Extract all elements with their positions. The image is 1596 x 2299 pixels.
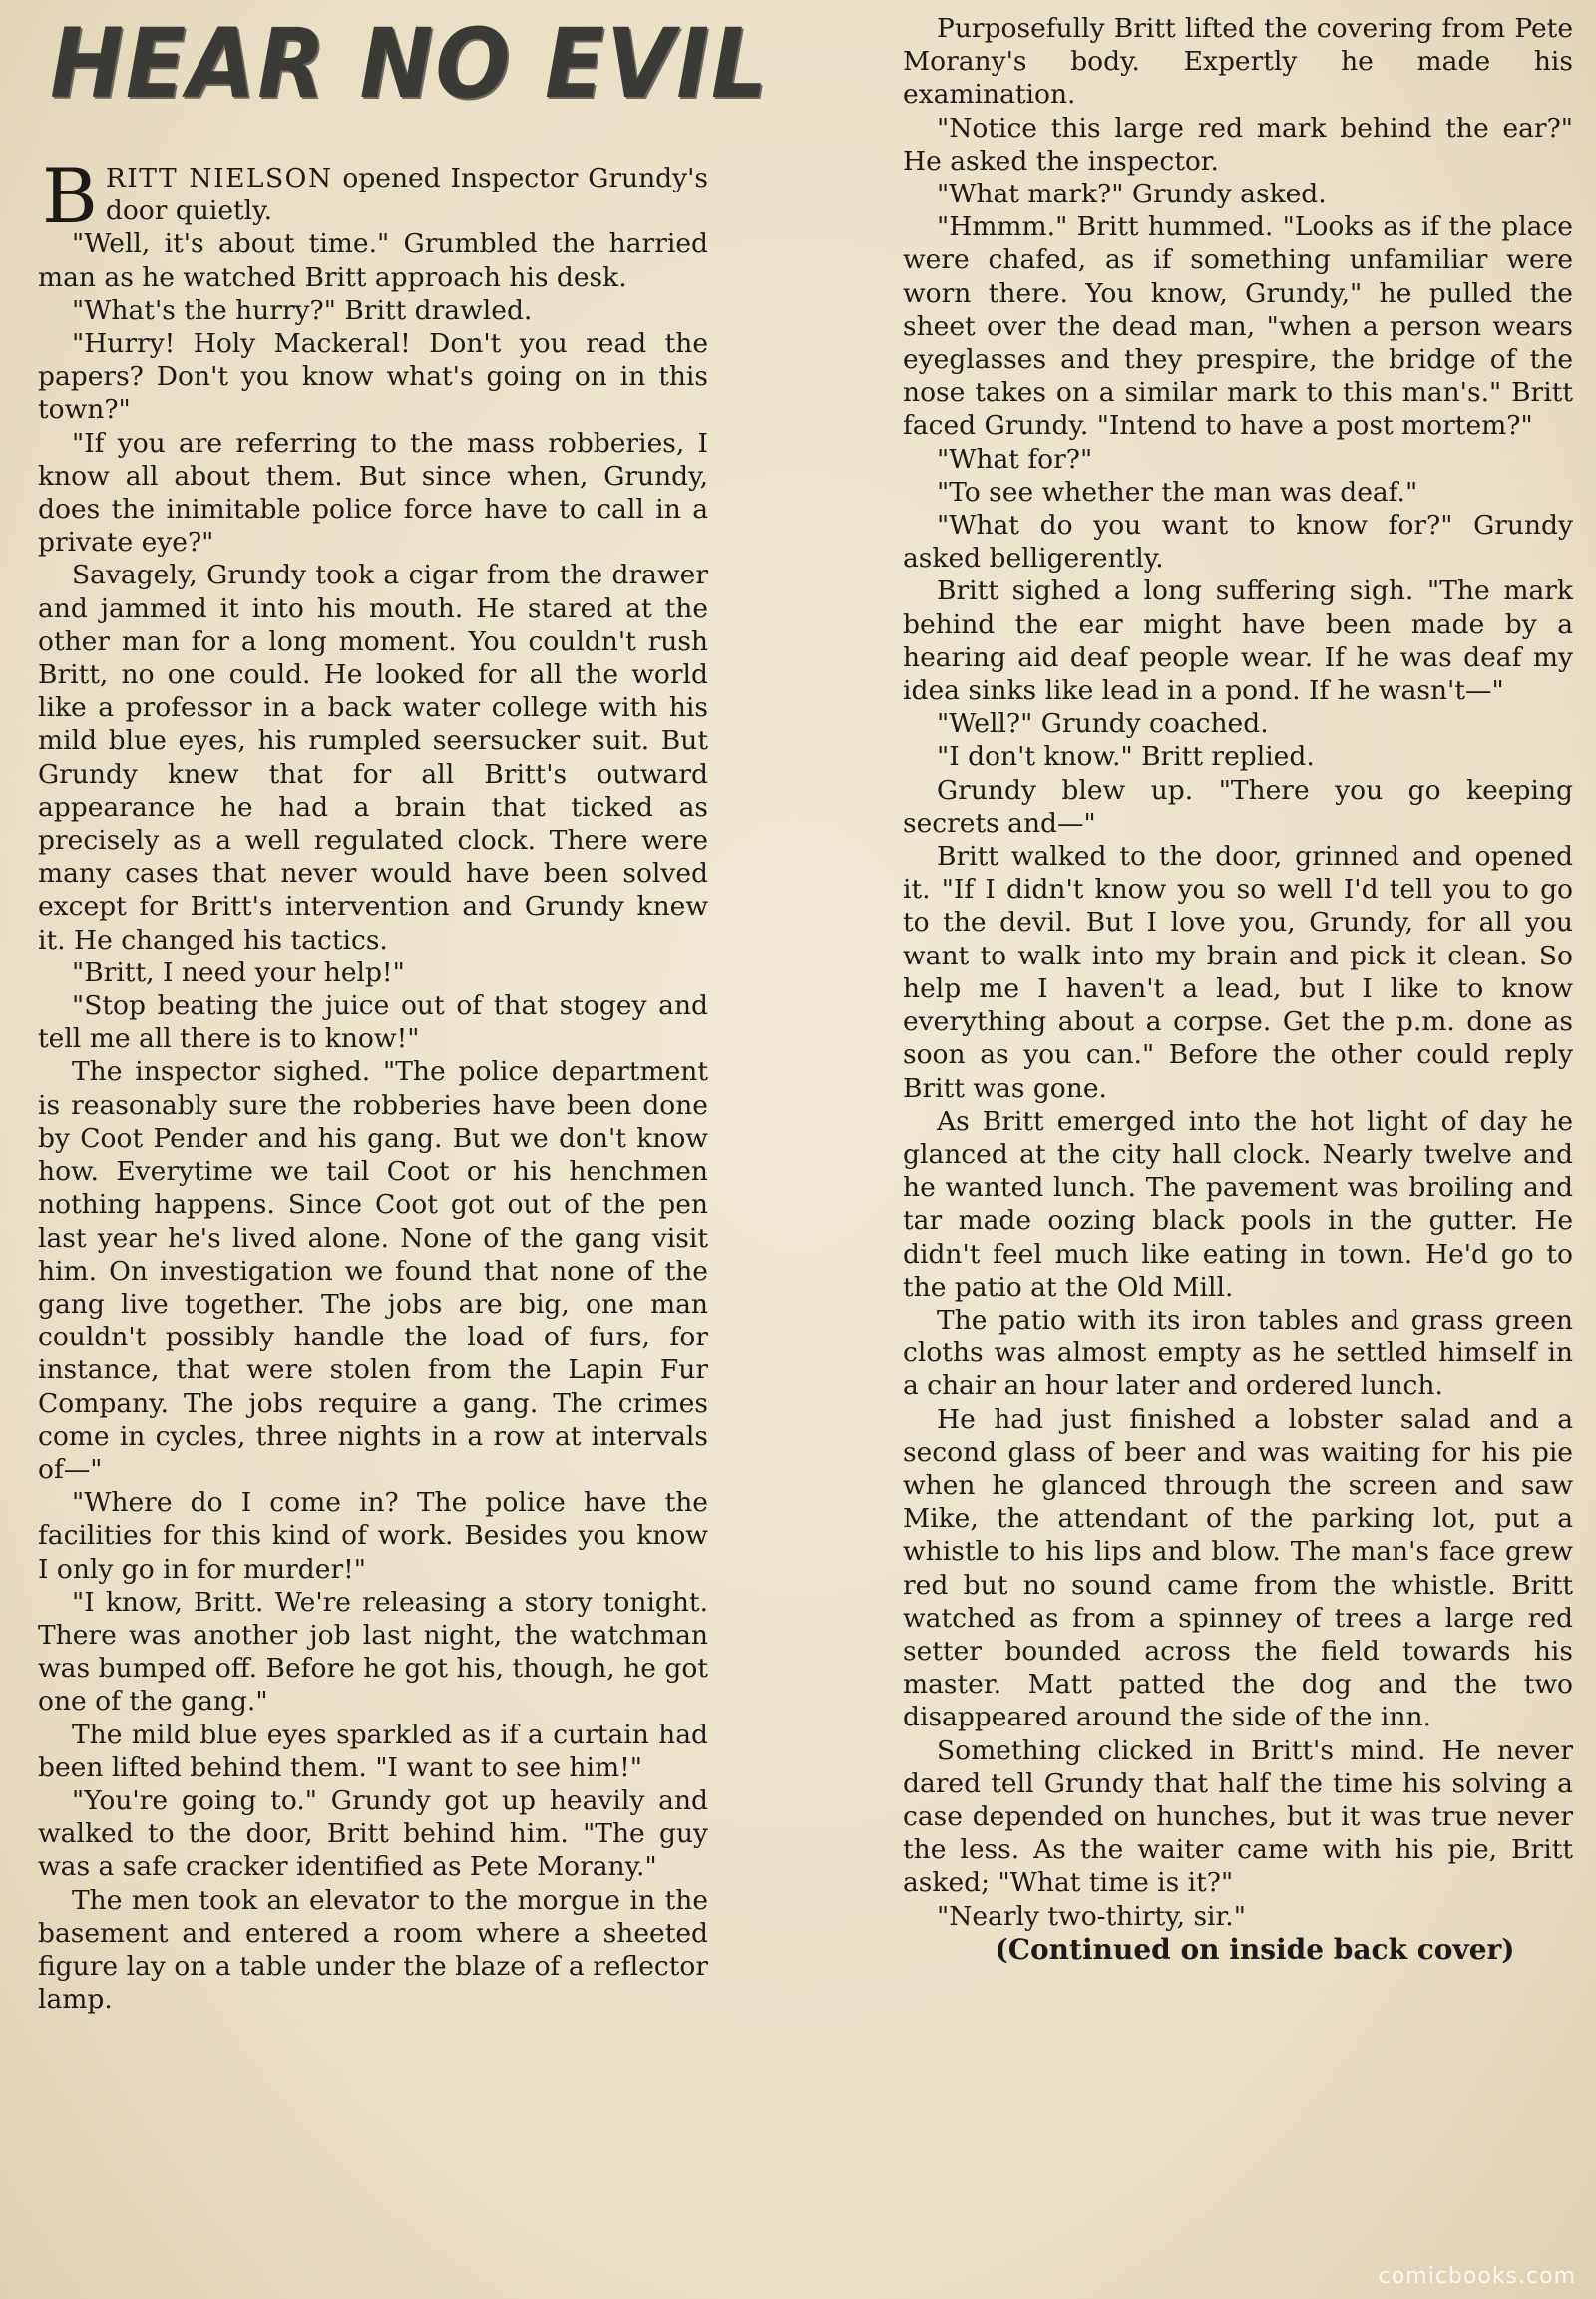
paragraph: The mild blue eyes sparkled as if a curtain had been lifted behind them. "I want to see him!" (38, 1719, 708, 1783)
paragraph: "I know, Britt. We're releasing a story tonight. There was another job last night, the watchman was bumped off. Before he got his, though, he got one of the gang." (38, 1586, 708, 1718)
paragraph: As Britt emerged into the hot light of day he glanced at the city hall clock. Nearly twelve and he wanted lunch. The pavement was broiling and tar made oozing black pools in the gutter. He didn't feel much like eating in town. He'd go to the patio at the Old Mill. (903, 1105, 1573, 1303)
paragraph: The men took an elevator to the morgue in the basement and entered a room where a sheeted figure lay on a table under the blaze of a reflector lamp. (38, 1884, 708, 2016)
paragraph: Britt sighed a long suffering sigh. "The mark behind the ear might have been made by a hearing aid deaf people wear. If he was deaf my idea sinks like lead in a pond. If he wasn't—" (903, 575, 1573, 707)
right-column (903, 12, 1573, 1966)
paragraph: "To see whether the man was deaf." (937, 476, 1418, 508)
paragraph: Britt walked to the door, grinned and opened it. "If I didn't know you so well I'd tell you to go to the devil. But I love you, Grundy, for all you want to walk into my brain and pick it clean. So help me I haven't a lead, but I like to know everything about a corpse. Get the p.m. done as soon as you can." Before the other could reply Britt was gone. (903, 841, 1573, 1104)
paragraph: "What's the hurry?" Britt drawled. (72, 294, 533, 326)
paragraph: "Nearly two-thirty, sir." (937, 1900, 1246, 1932)
paragraph: "Hurry! Holy Mackeral! Don't you read the papers? Don't you know what's going on in this town?" (38, 328, 708, 426)
opening-text: opened Inspector Grundy's door quietly. (105, 163, 708, 227)
paragraph: He had just finished a lobster salad and a second glass of beer and was waiting for his pie when he glanced through the screen and saw Mike, the attendant of the parking lot, put a whistle to his lips and blow. The man's face grew red but no sound came from the whistle. Britt watched as from a spinney of trees a large red setter bounded across the field towards his master. Matt patted the dog and the two disappeared around the side of the inn. (903, 1403, 1573, 1733)
continued-note: (Continued on inside back cover) (995, 1932, 1515, 1966)
paragraph: "Stop beating the juice out of that stogey and tell me all there is to know!" (38, 990, 708, 1055)
drop-cap: B (42, 152, 98, 240)
paragraph: "Well?" Grundy coached. (937, 708, 1269, 740)
paragraph: "I don't know." Britt replied. (937, 741, 1315, 773)
paragraph: "Hmmm." Britt hummed. "Looks as if the place were chafed, as if something unfamiliar were worn there. You know, Grundy," he pulled the sheet over the dead man, "when a person wears eyeglasses and they prespire, the bridge of the nose takes on a similar mark to this man's." Britt faced Grundy. "Intend to have a post mortem?" (903, 211, 1573, 442)
paragraph: "Notice this large red mark behind the ear?" He asked the inspector. (903, 112, 1573, 177)
paragraph: "What mark?" Grundy asked. (937, 179, 1327, 210)
opening-paragraph (38, 152, 708, 240)
paragraph: "If you are referring to the mass robberies, I know all about them. But since when, Grundy, does the inimitable police force have to call in a private eye?" (38, 427, 708, 559)
paragraph: "What do you want to know for?" Grundy asked belligerently. (903, 510, 1573, 575)
paragraph: The inspector sighed. "The police department is reasonably sure the robberies have been done by Coot Pender and his gang. But we don't know how. Everytime we tail Coot or his henchmen nothing happens. Since Coot got out of the pen last year he's lived alone. None of the gang visit him. On investigation we found that none of the gang live together. The jobs are big, one man couldn't possibly handle the load of furs, for instance, that were stolen from the Lapin Fur Company. The jobs require a gang. The crimes come in cycles, three nights in a row at intervals of—" (38, 1056, 708, 1485)
paragraph: "What for?" (937, 443, 1093, 475)
paragraph: Something clicked in Britt's mind. He never dared tell Grundy that half the time his solving a case depended on hunches, but it was true never the less. As the waiter came with his pie, Britt asked; "What time is it?" (903, 1734, 1573, 1899)
paragraph: "Well, it's about time." Grumbled the harried man as he watched Britt approach his desk. (38, 228, 708, 293)
paragraph: The patio with its iron tables and grass green cloths was almost empty as he settled himself in a chair an hour later and ordered lunch. (903, 1304, 1573, 1402)
story-title: HEAR NO EVIL (50, 8, 770, 120)
paragraph: Grundy blew up. "There you go keeping secrets and—" (903, 774, 1573, 839)
paragraph: "Britt, I need your help!" (72, 957, 405, 988)
source-watermark: comicbooks.com (1378, 2264, 1576, 2289)
opening-caps: RITT NIELSON (105, 163, 333, 193)
paragraph: "Where do I come in? The police have the facilities for this kind of work. Besides you know I only go in for murder!" (38, 1487, 708, 1585)
paragraph: Purposefully Britt lifted the covering from Pete Morany's body. Expertly he made his examination. (903, 13, 1573, 111)
left-column (38, 0, 770, 2016)
paragraph: "You're going to." Grundy got up heavily and walked to the door, Britt behind him. "The guy was a safe cracker identified as Pete Morany." (38, 1784, 708, 1883)
paragraph: Savagely, Grundy took a cigar from the drawer and jammed it into his mouth. He stared at the other man for a long moment. You couldn't rush Britt, no one could. He looked for all the world like a professor in a back water college with his mild blue eyes, his rumpled seersucker suit. But Grundy knew that for all Britt's outward appearance he had a brain that ticked as precisely as a well regulated clock. There were many cases that never would have been solved except for Britt's intervention and Grundy knew it. He changed his tactics. (38, 560, 708, 956)
